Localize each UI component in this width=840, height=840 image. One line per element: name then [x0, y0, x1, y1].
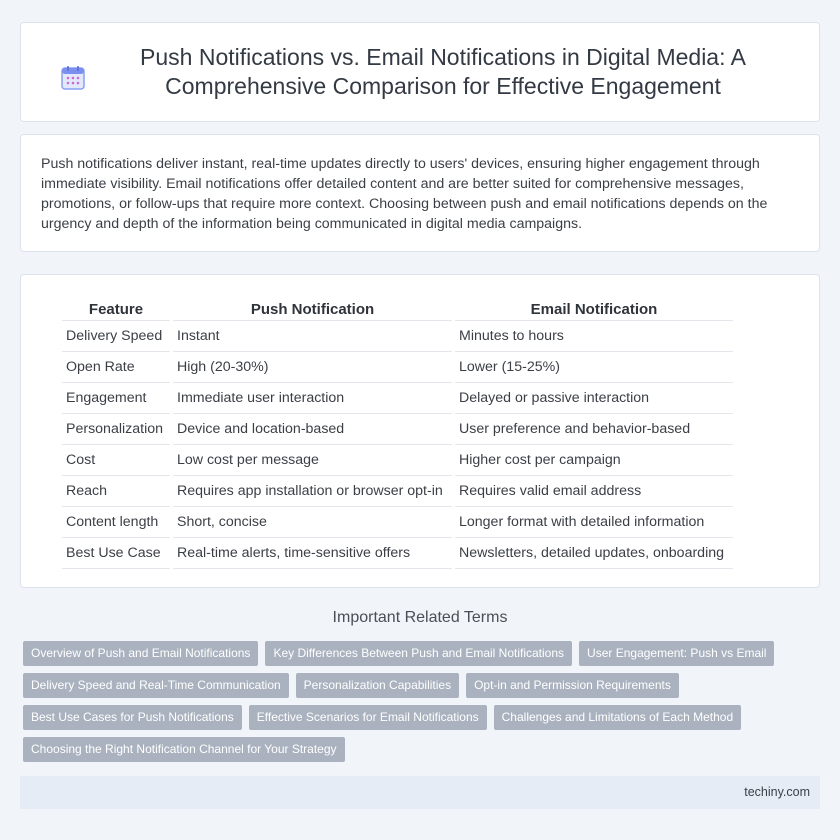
email-cell: Longer format with detailed information: [455, 507, 733, 538]
intro-text: Push notifications deliver instant, real-time updates directly to users' devices, ensuring higher engagement through immediate visibility. Email notifications offer detailed content and are better suited for comprehensive messages, promotions, or follow-ups that require more context. Choosing between push and email notifications depends on the urgency and depth of the information being communicated in digital media campaigns.: [41, 156, 768, 232]
intro-card: [20, 134, 820, 252]
table-row: [62, 507, 733, 538]
related-term-tag[interactable]: Effective Scenarios for Email Notifications: [249, 705, 487, 730]
related-term-tag[interactable]: Best Use Cases for Push Notifications: [23, 705, 242, 730]
email-cell: Newsletters, detailed updates, onboarding: [455, 538, 733, 569]
related-term-tag[interactable]: Delivery Speed and Real-Time Communication: [23, 673, 289, 698]
push-cell: Real-time alerts, time-sensitive offers: [173, 538, 452, 569]
calendar-icon: [60, 65, 86, 91]
footer-site-link[interactable]: techiny.com: [744, 785, 810, 799]
table-row: [62, 476, 733, 507]
email-cell: Higher cost per campaign: [455, 445, 733, 476]
feature-cell: Best Use Case: [62, 538, 170, 569]
table-row: [62, 352, 733, 383]
table-row: [62, 445, 733, 476]
feature-cell: Reach: [62, 476, 170, 507]
push-cell: Device and location-based: [173, 414, 452, 445]
email-cell: User preference and behavior-based: [455, 414, 733, 445]
header-card: [20, 22, 820, 122]
feature-cell: Delivery Speed: [62, 321, 170, 352]
feature-cell: Cost: [62, 445, 170, 476]
feature-cell: Engagement: [62, 383, 170, 414]
email-cell: Minutes to hours: [455, 321, 733, 352]
related-term-tag[interactable]: Personalization Capabilities: [296, 673, 459, 698]
table-header-row: [62, 295, 733, 321]
footer: [20, 776, 820, 809]
header: [60, 43, 780, 101]
feature-cell: Content length: [62, 507, 170, 538]
email-cell: Delayed or passive interaction: [455, 383, 733, 414]
table-row: [62, 414, 733, 445]
related-term-tag[interactable]: User Engagement: Push vs Email: [579, 641, 774, 666]
related-terms-title: Important Related Terms: [332, 609, 508, 626]
push-cell: Low cost per message: [173, 445, 452, 476]
page-title: Push Notifications vs. Email Notifications in Digital Media: A Comprehensive Comparison for Effective Engagement: [140, 44, 746, 99]
related-term-tag[interactable]: Choosing the Right Notification Channel for Your Strategy: [23, 737, 345, 762]
header-email: Email Notification: [455, 295, 733, 321]
header-feature: Feature: [62, 295, 170, 321]
feature-cell: Open Rate: [62, 352, 170, 383]
table-row: [62, 321, 733, 352]
push-cell: Short, concise: [173, 507, 452, 538]
push-cell: High (20-30%): [173, 352, 452, 383]
related-term-tag[interactable]: Challenges and Limitations of Each Method: [494, 705, 741, 730]
push-cell: Requires app installation or browser opt-in: [173, 476, 452, 507]
feature-cell: Personalization: [62, 414, 170, 445]
related-terms-tags: [23, 641, 813, 769]
related-term-tag[interactable]: Key Differences Between Push and Email Notifications: [265, 641, 572, 666]
related-term-tag[interactable]: Overview of Push and Email Notifications: [23, 641, 258, 666]
header-push: Push Notification: [173, 295, 452, 321]
push-cell: Instant: [173, 321, 452, 352]
table-row: [62, 538, 733, 569]
push-cell: Immediate user interaction: [173, 383, 452, 414]
comparison-table: [59, 295, 736, 569]
email-cell: Lower (15-25%): [455, 352, 733, 383]
table-row: [62, 383, 733, 414]
email-cell: Requires valid email address: [455, 476, 733, 507]
comparison-table-card: [20, 274, 820, 588]
related-term-tag[interactable]: Opt-in and Permission Requirements: [466, 673, 679, 698]
